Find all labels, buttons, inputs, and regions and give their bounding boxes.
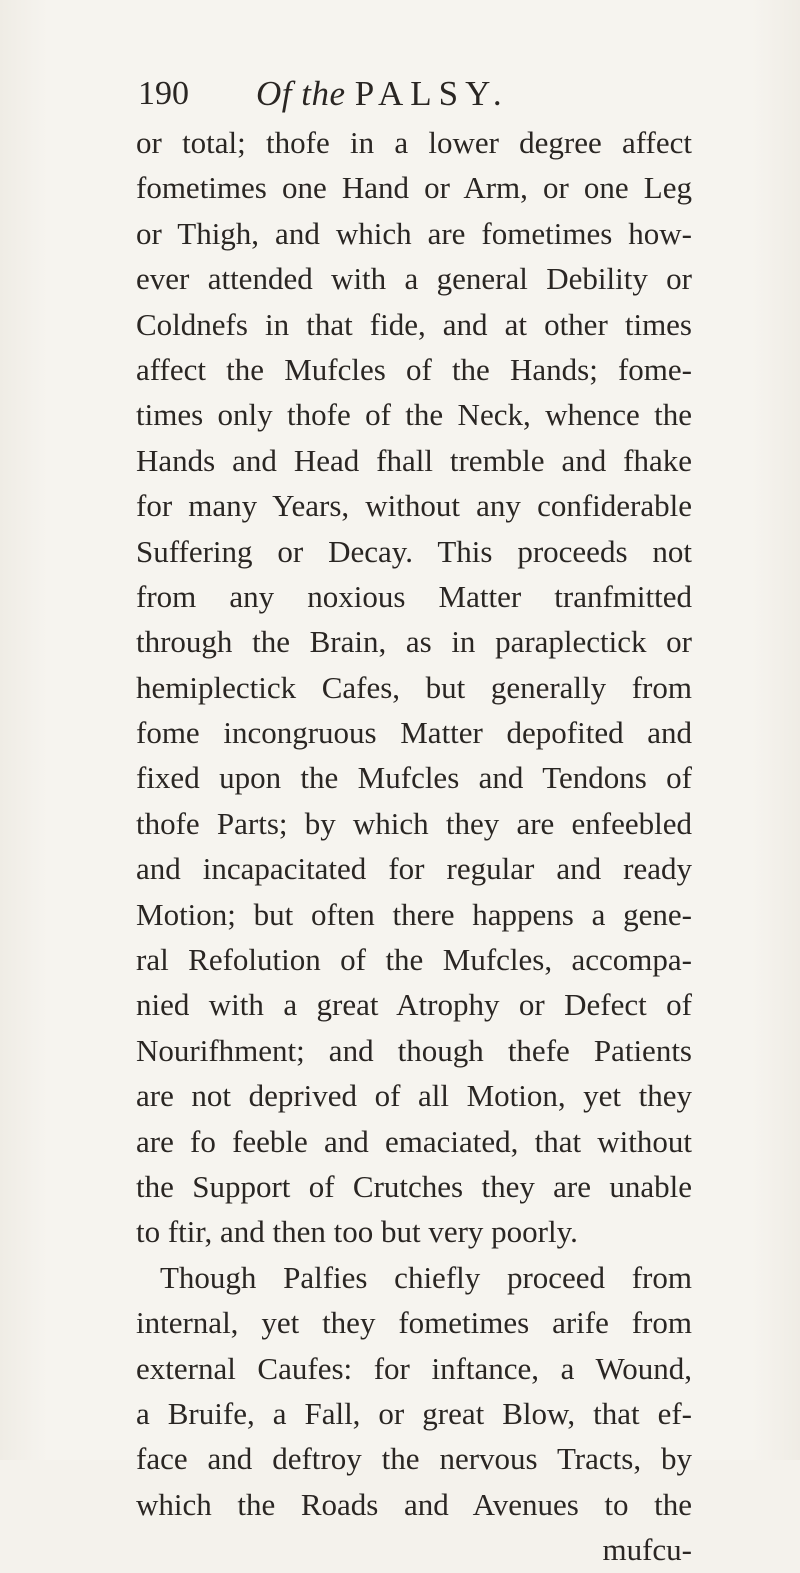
text-line: nied with a great Atrophy or Defect of [136, 987, 692, 1023]
text-line: hemiplectick Cafes, but generally from [136, 669, 692, 705]
text-line: through the Brain, as in paraplectick or [136, 624, 692, 660]
text-line: times only thofe of the Neck, whence the [136, 397, 692, 433]
text-line: external Caufes: for inftance, a Wound, [136, 1350, 692, 1386]
text-line: a Bruife, a Fall, or great Blow, that ef- [136, 1395, 692, 1431]
running-head-title: PALSY. [354, 74, 509, 113]
text-line: the Support of Crutches they are unable [136, 1168, 692, 1204]
text-line: or Thigh, and which are fometimes how- [136, 215, 692, 251]
text-line: face and deftroy the nervous Tracts, by [136, 1441, 692, 1477]
body-text [136, 120, 692, 1573]
text-line: internal, yet they fometimes arife from [136, 1305, 692, 1341]
text-line: fome incongruous Matter depofited and [136, 715, 692, 751]
text-line: Nourifhment; and though thefe Patients [136, 1032, 692, 1068]
text-line: Suffering or Decay. This proceeds not [136, 533, 692, 569]
page-number: 190 [138, 75, 189, 112]
text-line: fixed upon the Mufcles and Tendons of [136, 760, 692, 796]
text-line: Hands and Head fhall tremble and fhake [136, 442, 692, 478]
catchword: mufcu- [602, 1532, 692, 1568]
text-line: thofe Parts; by which they are enfeebled [136, 805, 692, 841]
text-line: are fo feeble and emaciated, that without [136, 1123, 692, 1159]
text-line: from any noxious Matter tranfmitted [136, 578, 692, 614]
text-line: for many Years, without any confiderable [136, 488, 692, 524]
text-line: to ftir, and then too but very poorly. [136, 1214, 578, 1250]
text-line: are not deprived of all Motion, yet they [136, 1078, 692, 1114]
text-line: affect the Mufcles of the Hands; fome- [136, 351, 692, 387]
text-line: fometimes one Hand or Arm, or one Leg [136, 170, 692, 206]
text-line: Motion; but often there happens a gene- [136, 896, 692, 932]
text-line: ral Refolution of the Mufcles, accompa- [136, 942, 692, 978]
running-head-prefix: Of the [256, 74, 346, 113]
text-line: which the Roads and Avenues to the [136, 1486, 692, 1522]
page-header [138, 72, 678, 116]
running-head [256, 72, 509, 116]
text-line: ever attended with a general Debility or [136, 261, 692, 297]
paragraph-start-line: Though Palfies chiefly proceed from [160, 1259, 692, 1295]
text-line: and incapacitated for regular and ready [136, 851, 692, 887]
text-line: or total; thofe in a lower degree affect [136, 125, 692, 160]
text-line: Coldnefs in that fide, and at other times [136, 306, 692, 342]
